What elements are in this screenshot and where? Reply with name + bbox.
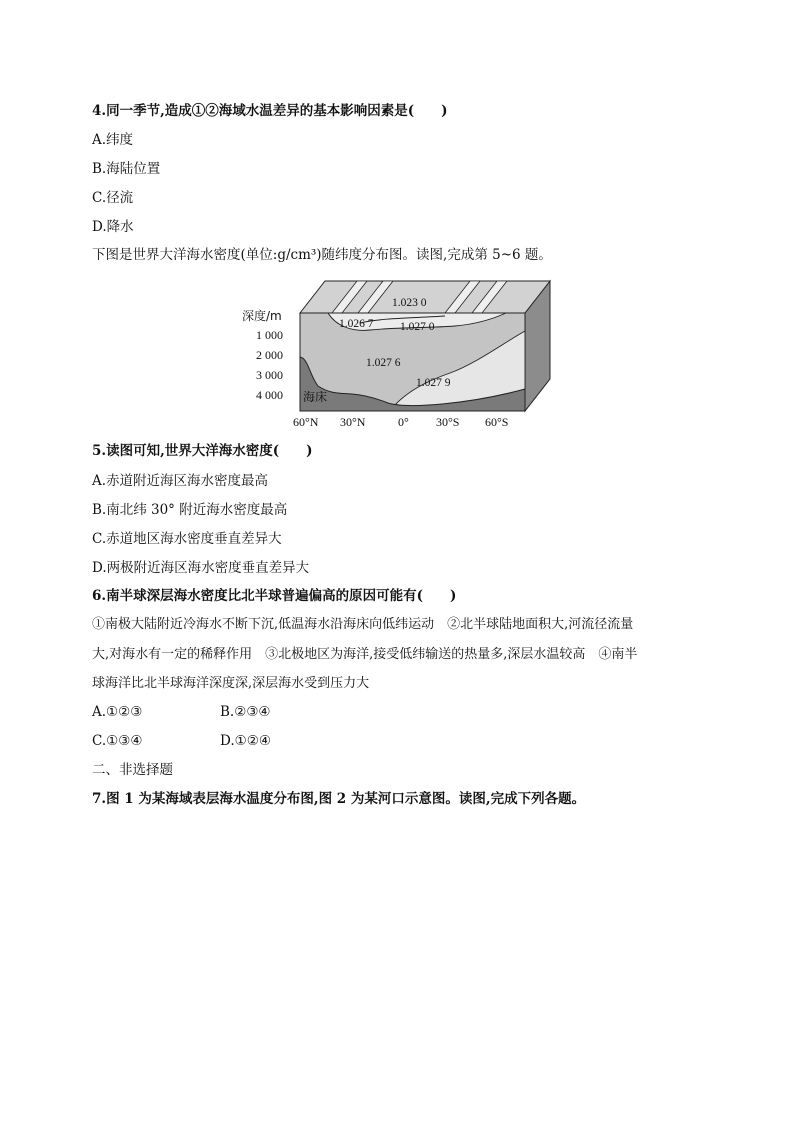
- q6-option-a[interactable]: A.①②③: [92, 704, 143, 720]
- q4-option-a[interactable]: A.纬度: [92, 132, 134, 148]
- label-1023: 1.023 0: [392, 297, 427, 309]
- q7-stem: 7.图 1 为某海域表层海水温度分布图,图 2 为某河口示意图。读图,完成下列各题。: [92, 791, 586, 807]
- q6-statement-line-3: 球海洋比北半球海洋深度深,深层海水受到压力大: [92, 676, 370, 691]
- q6-statement-line-2: 大,对海水有一定的稀释作用 ③北极地区为海洋,接受低纬输送的热量多,深层水温较高 ④南半: [92, 647, 638, 662]
- seabed-label: 海床: [303, 390, 328, 404]
- q5-option-b[interactable]: B.南北纬 30° 附近海水密度最高: [92, 502, 288, 518]
- lat-tick-60n: 60°N: [293, 415, 319, 429]
- q4-option-d[interactable]: D.降水: [92, 219, 134, 235]
- q5-option-d[interactable]: D.两极附近海区海水密度垂直差异大: [92, 560, 310, 576]
- q5-option-c[interactable]: C.赤道地区海水密度垂直差异大: [92, 531, 282, 547]
- q6-option-c[interactable]: C.①③④: [92, 733, 143, 749]
- q5-stem: 5.读图可知,世界大洋海水密度( ): [92, 443, 313, 459]
- lat-tick-0: 0°: [398, 415, 409, 429]
- q6-option-d[interactable]: D.①②④: [220, 733, 271, 749]
- label-10270: 1.027 0: [400, 321, 435, 333]
- depth-tick-1000: 1 000: [256, 328, 283, 342]
- q4-option-b[interactable]: B.海陆位置: [92, 161, 161, 177]
- depth-axis-title: 深度/m: [242, 309, 282, 323]
- label-10279: 1.027 9: [416, 377, 451, 389]
- intro-text: 下图是世界大洋海水密度(单位:g/cm³)随纬度分布图。读图,完成第 5~6 题。: [92, 247, 552, 263]
- q6-statement-line-1: ①南极大陆附近冷海水不断下沉,低温海水沿海床向低纬运动 ②北半球陆地面积大,河流径流量: [92, 617, 634, 632]
- label-10276: 1.027 6: [366, 357, 401, 369]
- lat-tick-60s: 60°S: [485, 415, 509, 429]
- q5-option-a[interactable]: A.赤道附近海区海水密度最高: [92, 473, 269, 489]
- depth-tick-2000: 2 000: [256, 348, 283, 362]
- depth-tick-3000: 3 000: [256, 368, 283, 382]
- label-10267: 1.026 7: [339, 318, 374, 330]
- q4-stem: 4.同一季节,造成①②海域水温差异的基本影响因素是( ): [92, 103, 448, 119]
- depth-tick-4000: 4 000: [256, 388, 283, 402]
- q6-stem: 6.南半球深层海水密度比北半球普遍偏高的原因可能有( ): [92, 588, 457, 604]
- q4-option-c[interactable]: C.径流: [92, 190, 134, 206]
- lat-tick-30n: 30°N: [340, 415, 366, 429]
- lat-tick-30s: 30°S: [436, 415, 460, 429]
- density-figure: [240, 276, 560, 432]
- q6-option-b[interactable]: B.②③④: [220, 704, 271, 720]
- section-heading: 二、非选择题: [92, 762, 173, 778]
